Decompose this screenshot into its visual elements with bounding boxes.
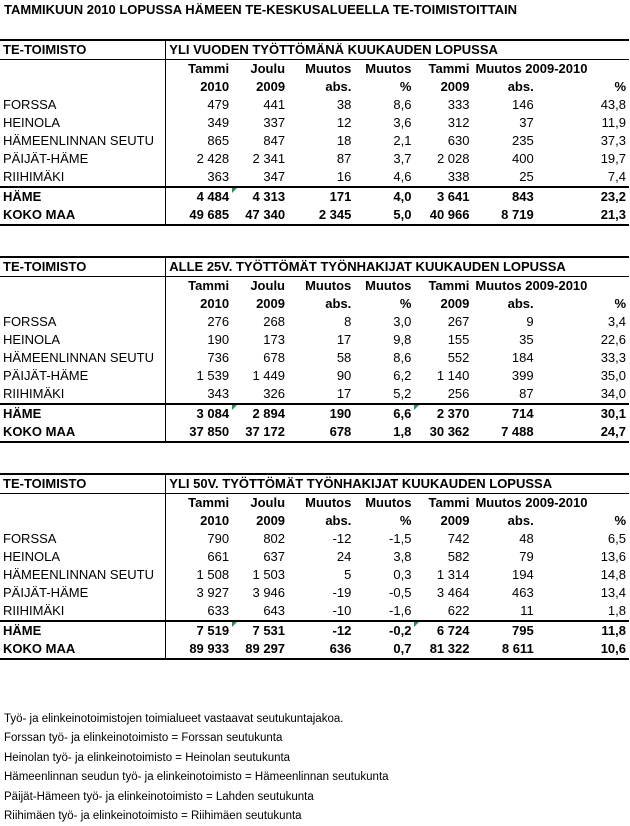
table-heading: YLI VUODEN TYÖTTÖMÄNÄ KUUKAUDEN LOPUSSA <box>166 40 629 60</box>
cell: 552 <box>447 350 470 365</box>
cell: 6,6 <box>354 404 414 423</box>
cell: 81 322 <box>414 640 472 659</box>
cell: 742 <box>447 531 470 546</box>
cell: 40 966 <box>414 206 472 225</box>
table-over-50 <box>0 473 629 660</box>
cell: 2 345 <box>288 206 354 225</box>
col-header: Tammi <box>188 278 230 293</box>
col-header: abs. <box>325 513 352 528</box>
row-label: FORSSA <box>0 96 166 114</box>
cell: 43,8 <box>600 97 626 112</box>
cell: 276 <box>207 314 230 329</box>
row-label: HÄMEENLINNAN SEUTU <box>0 349 166 367</box>
col-header: 2009 <box>440 296 470 311</box>
cell: 4 484 <box>166 187 232 206</box>
col-header: Muutos <box>305 61 352 76</box>
cell: 23,2 <box>537 187 629 206</box>
cell: 19,7 <box>600 151 626 166</box>
cell: 90 <box>336 368 352 383</box>
cell: 3 464 <box>436 585 470 600</box>
col-header: Joulu <box>250 278 285 293</box>
total-row <box>0 404 629 423</box>
cell: 9 <box>526 314 534 329</box>
cell: 35,0 <box>600 368 626 383</box>
total-row <box>0 423 629 442</box>
cell: 35 <box>519 332 534 347</box>
cell: -1,5 <box>389 531 412 546</box>
office-column-label: TE-TOIMISTO <box>0 257 166 277</box>
table-row <box>0 168 629 187</box>
cell: 5 <box>344 567 352 582</box>
cell: 21,3 <box>537 206 629 225</box>
cell: 4 313 <box>232 187 288 206</box>
col-header: Tammi <box>188 61 230 76</box>
cell: 678 <box>288 423 354 442</box>
footnote: Hämeenlinnan seudun työ- ja elinkeinotoimisto = Hämeenlinnan seutukunta <box>4 771 389 784</box>
cell: 24,7 <box>537 423 629 442</box>
col-header: 2010 <box>200 513 230 528</box>
row-label: PÄIJÄT-HÄME <box>0 150 166 168</box>
cell: 17 <box>336 386 352 401</box>
cell: 12 <box>336 115 352 130</box>
cell: 8,6 <box>393 97 412 112</box>
col-header: abs. <box>507 79 534 94</box>
table-row <box>0 530 629 548</box>
cell: 3 641 <box>414 187 472 206</box>
row-label: HEINOLA <box>0 114 166 132</box>
cell: 1 503 <box>252 567 286 582</box>
cell: 399 <box>511 368 534 383</box>
footnote: Forssan työ- ja elinkeinotoimisto = Forssan seutukunta <box>4 732 283 745</box>
footnotes <box>4 710 389 826</box>
cell: 49 685 <box>166 206 232 225</box>
cell: 790 <box>207 531 230 546</box>
cell: 155 <box>447 332 470 347</box>
col-header: abs. <box>507 513 534 528</box>
cell: 8 719 <box>472 206 536 225</box>
row-label: HEINOLA <box>0 331 166 349</box>
header-row-top <box>0 277 629 296</box>
table-row <box>0 96 629 114</box>
header-row-top <box>0 60 629 79</box>
col-header-group: Muutos 2009-2010 <box>475 278 588 293</box>
cell: 0,3 <box>393 567 412 582</box>
row-label: HÄME <box>0 404 166 423</box>
row-label: HÄMEENLINNAN SEUTU <box>0 566 166 584</box>
cell: 4,6 <box>393 169 412 184</box>
row-label: HÄME <box>0 187 166 206</box>
cell: 843 <box>472 187 536 206</box>
cell: 5,0 <box>354 206 414 225</box>
cell: 343 <box>207 386 230 401</box>
table-row <box>0 602 629 621</box>
col-header: 2010 <box>200 296 230 311</box>
col-header-group: Muutos 2009-2010 <box>475 61 588 76</box>
total-row <box>0 206 629 225</box>
cell: 2 028 <box>436 151 470 166</box>
cell: 347 <box>263 169 286 184</box>
cell: 349 <box>207 115 230 130</box>
cell: 30 362 <box>414 423 472 442</box>
cell: 190 <box>288 404 354 423</box>
cell: 1 314 <box>436 567 470 582</box>
row-label: FORSSA <box>0 313 166 331</box>
cell: -12 <box>288 621 354 640</box>
col-header: abs. <box>507 296 534 311</box>
cell: 11,8 <box>537 621 629 640</box>
cell: 582 <box>447 549 470 564</box>
cell: 622 <box>447 603 470 618</box>
table-row <box>0 313 629 331</box>
cell: 34,0 <box>600 386 626 401</box>
cell: 22,6 <box>600 332 626 347</box>
cell: 6,2 <box>393 368 412 383</box>
cell: 7 531 <box>232 621 288 640</box>
cell: 194 <box>511 567 534 582</box>
cell: 633 <box>207 603 230 618</box>
cell: 0,7 <box>354 640 414 659</box>
cell: 89 297 <box>232 640 288 659</box>
cell: 9,8 <box>393 332 412 347</box>
col-header: % <box>399 79 412 94</box>
cell: 87 <box>336 151 352 166</box>
table-heading-row <box>0 257 629 277</box>
footnote: Heinolan työ- ja elinkeinotoimisto = Heinolan seutukunta <box>4 751 291 764</box>
row-label: HÄME <box>0 621 166 640</box>
office-column-label: TE-TOIMISTO <box>0 40 166 60</box>
cell: 16 <box>336 169 352 184</box>
cell: 802 <box>263 531 286 546</box>
cell: 37 <box>519 115 534 130</box>
cell: 30,1 <box>537 404 629 423</box>
cell: 58 <box>336 350 352 365</box>
cell: 1 449 <box>252 368 285 383</box>
cell: 3 946 <box>252 585 286 600</box>
table-heading: YLI 50V. TYÖTTÖMÄT TYÖNHAKIJAT KUUKAUDEN LOPUSSA <box>166 474 629 494</box>
cell: 479 <box>207 97 230 112</box>
row-label: HÄMEENLINNAN SEUTU <box>0 132 166 150</box>
cell: 11,9 <box>601 115 626 130</box>
cell: 441 <box>263 97 286 112</box>
cell: 3,8 <box>393 549 412 564</box>
cell: 333 <box>447 97 470 112</box>
col-header: Muutos <box>365 495 412 510</box>
cell: 47 340 <box>232 206 288 225</box>
cell: 13,6 <box>600 549 626 564</box>
cell: 87 <box>519 386 534 401</box>
cell: 171 <box>288 187 354 206</box>
cell: -10 <box>332 603 352 618</box>
page-title: TAMMIKUUN 2010 LOPUSSA HÄMEEN TE-KESKUSALUEELLA TE-TOIMISTOITTAIN <box>4 2 518 17</box>
cell: 6,5 <box>607 531 626 546</box>
col-header: % <box>614 296 626 311</box>
cell: 326 <box>263 386 285 401</box>
cell: 8 611 <box>472 640 536 659</box>
cell: 661 <box>207 549 230 564</box>
cell: 795 <box>472 621 536 640</box>
col-header: % <box>399 513 412 528</box>
col-header: % <box>399 296 412 311</box>
table-row <box>0 349 629 367</box>
table-row <box>0 114 629 132</box>
col-header: Tammi <box>428 278 470 293</box>
header-row-bottom <box>0 78 629 96</box>
cell: 3 084 <box>166 404 232 423</box>
col-header: Muutos <box>365 278 412 293</box>
header-row-top <box>0 494 629 513</box>
cell: 636 <box>288 640 354 659</box>
cell: 1 140 <box>436 368 470 383</box>
cell: 13,4 <box>600 585 626 600</box>
cell: 79 <box>519 549 534 564</box>
cell: 736 <box>207 350 230 365</box>
cell: 173 <box>263 332 285 347</box>
row-label: PÄIJÄT-HÄME <box>0 367 166 385</box>
cell: 1,8 <box>354 423 414 442</box>
row-label: PÄIJÄT-HÄME <box>0 584 166 602</box>
cell: 312 <box>447 115 470 130</box>
cell: 235 <box>512 133 534 148</box>
cell: 256 <box>447 386 470 401</box>
cell: 10,6 <box>537 640 629 659</box>
col-header: 2009 <box>256 296 285 311</box>
office-column-label: TE-TOIMISTO <box>0 474 166 494</box>
cell: 11 <box>520 603 534 618</box>
cell: 637 <box>263 549 286 564</box>
cell: 400 <box>512 151 534 166</box>
cell: 6 724 <box>414 621 472 640</box>
col-header: 2009 <box>256 79 286 94</box>
total-row <box>0 621 629 640</box>
cell: 847 <box>263 133 286 148</box>
cell: 37,3 <box>600 133 626 148</box>
table-heading-row <box>0 474 629 494</box>
cell: 7,4 <box>607 169 626 184</box>
cell: 630 <box>447 133 470 148</box>
col-header: 2009 <box>440 79 470 94</box>
table-row <box>0 385 629 404</box>
table-row <box>0 150 629 168</box>
cell: 643 <box>263 603 286 618</box>
cell: 2 341 <box>252 151 286 166</box>
cell: 2 894 <box>232 404 288 423</box>
cell: 89 933 <box>166 640 232 659</box>
cell: 8,6 <box>393 350 412 365</box>
cell: 37 172 <box>232 423 288 442</box>
cell: 865 <box>207 133 230 148</box>
table-row <box>0 132 629 150</box>
footnote: Päijät-Hämeen työ- ja elinkeinotoimisto = Lahden seutukunta <box>4 790 314 803</box>
table-row <box>0 584 629 602</box>
cell: 678 <box>263 350 285 365</box>
header-row-bottom <box>0 295 629 313</box>
col-header: 2010 <box>200 79 230 94</box>
col-header: Tammi <box>428 495 470 510</box>
cell: 4,0 <box>354 187 414 206</box>
cell: 184 <box>511 350 534 365</box>
cell: 363 <box>207 169 230 184</box>
col-header: abs. <box>325 296 352 311</box>
col-header: Tammi <box>188 495 230 510</box>
table-row <box>0 566 629 584</box>
cell: 17 <box>336 332 352 347</box>
cell: 25 <box>519 169 534 184</box>
cell: 3 927 <box>196 585 230 600</box>
cell: 3,0 <box>393 314 412 329</box>
col-header: 2009 <box>256 513 286 528</box>
col-header: % <box>614 79 626 94</box>
cell: 24 <box>336 549 352 564</box>
cell: 338 <box>447 169 470 184</box>
table-heading: ALLE 25V. TYÖTTÖMÄT TYÖNHAKIJAT KUUKAUDEN LOPUSSA <box>166 257 629 277</box>
total-row <box>0 187 629 206</box>
cell: 37 850 <box>166 423 232 442</box>
cell: 18 <box>336 133 352 148</box>
col-header: Tammi <box>428 61 470 76</box>
row-label: FORSSA <box>0 530 166 548</box>
cell: -1,6 <box>389 603 412 618</box>
col-header: Joulu <box>250 61 286 76</box>
cell: 38 <box>336 97 352 112</box>
total-row <box>0 640 629 659</box>
cell: 267 <box>447 314 470 329</box>
cell: 1 539 <box>196 368 230 383</box>
cell: -0,5 <box>389 585 412 600</box>
footnote: Työ- ja elinkeinotoimistojen toimialueet vastaavat seutukuntajakoa. <box>4 713 344 725</box>
row-label: RIIHIMÄKI <box>0 168 166 187</box>
cell: 2 428 <box>196 151 230 166</box>
row-label: KOKO MAA <box>0 423 166 442</box>
col-header: 2009 <box>440 513 470 528</box>
cell: 2 370 <box>414 404 472 423</box>
cell: 33,3 <box>600 350 626 365</box>
cell: 2,1 <box>393 133 412 148</box>
cell: 268 <box>263 314 285 329</box>
col-header: Muutos <box>365 61 412 76</box>
cell: 7 519 <box>166 621 232 640</box>
col-header: abs. <box>325 79 352 94</box>
cell: 1,8 <box>607 603 626 618</box>
table-row <box>0 367 629 385</box>
cell: 14,8 <box>600 567 626 582</box>
cell: 3,7 <box>393 151 412 166</box>
row-label: KOKO MAA <box>0 206 166 225</box>
cell: 1 508 <box>196 567 230 582</box>
cell: 8 <box>344 314 352 329</box>
cell: -19 <box>332 585 352 600</box>
cell: -12 <box>332 531 352 546</box>
cell: -0,2 <box>354 621 414 640</box>
cell: 5,2 <box>393 386 412 401</box>
cell: 714 <box>472 404 536 423</box>
cell: 7 488 <box>472 423 536 442</box>
row-label: KOKO MAA <box>0 640 166 659</box>
cell: 3,6 <box>393 115 412 130</box>
col-header: % <box>614 513 626 528</box>
cell: 3,4 <box>607 314 626 329</box>
cell: 190 <box>207 332 230 347</box>
footnote: Riihimäen työ- ja elinkeinotoimisto = Riihimäen seutukunta <box>4 810 302 823</box>
cell: 146 <box>512 97 534 112</box>
cell: 48 <box>519 531 534 546</box>
table-heading-row <box>0 40 629 60</box>
col-header: Joulu <box>250 495 286 510</box>
cell: 337 <box>263 115 286 130</box>
col-header-group: Muutos 2009-2010 <box>475 495 588 510</box>
table-under-25 <box>0 256 629 443</box>
table-row <box>0 548 629 566</box>
col-header: Muutos <box>305 278 352 293</box>
table-row <box>0 331 629 349</box>
row-label: HEINOLA <box>0 548 166 566</box>
col-header: Muutos <box>305 495 352 510</box>
header-row-bottom <box>0 512 629 530</box>
row-label: RIIHIMÄKI <box>0 385 166 404</box>
table-long-term-unemployed <box>0 39 629 226</box>
row-label: RIIHIMÄKI <box>0 602 166 621</box>
cell: 463 <box>511 585 534 600</box>
